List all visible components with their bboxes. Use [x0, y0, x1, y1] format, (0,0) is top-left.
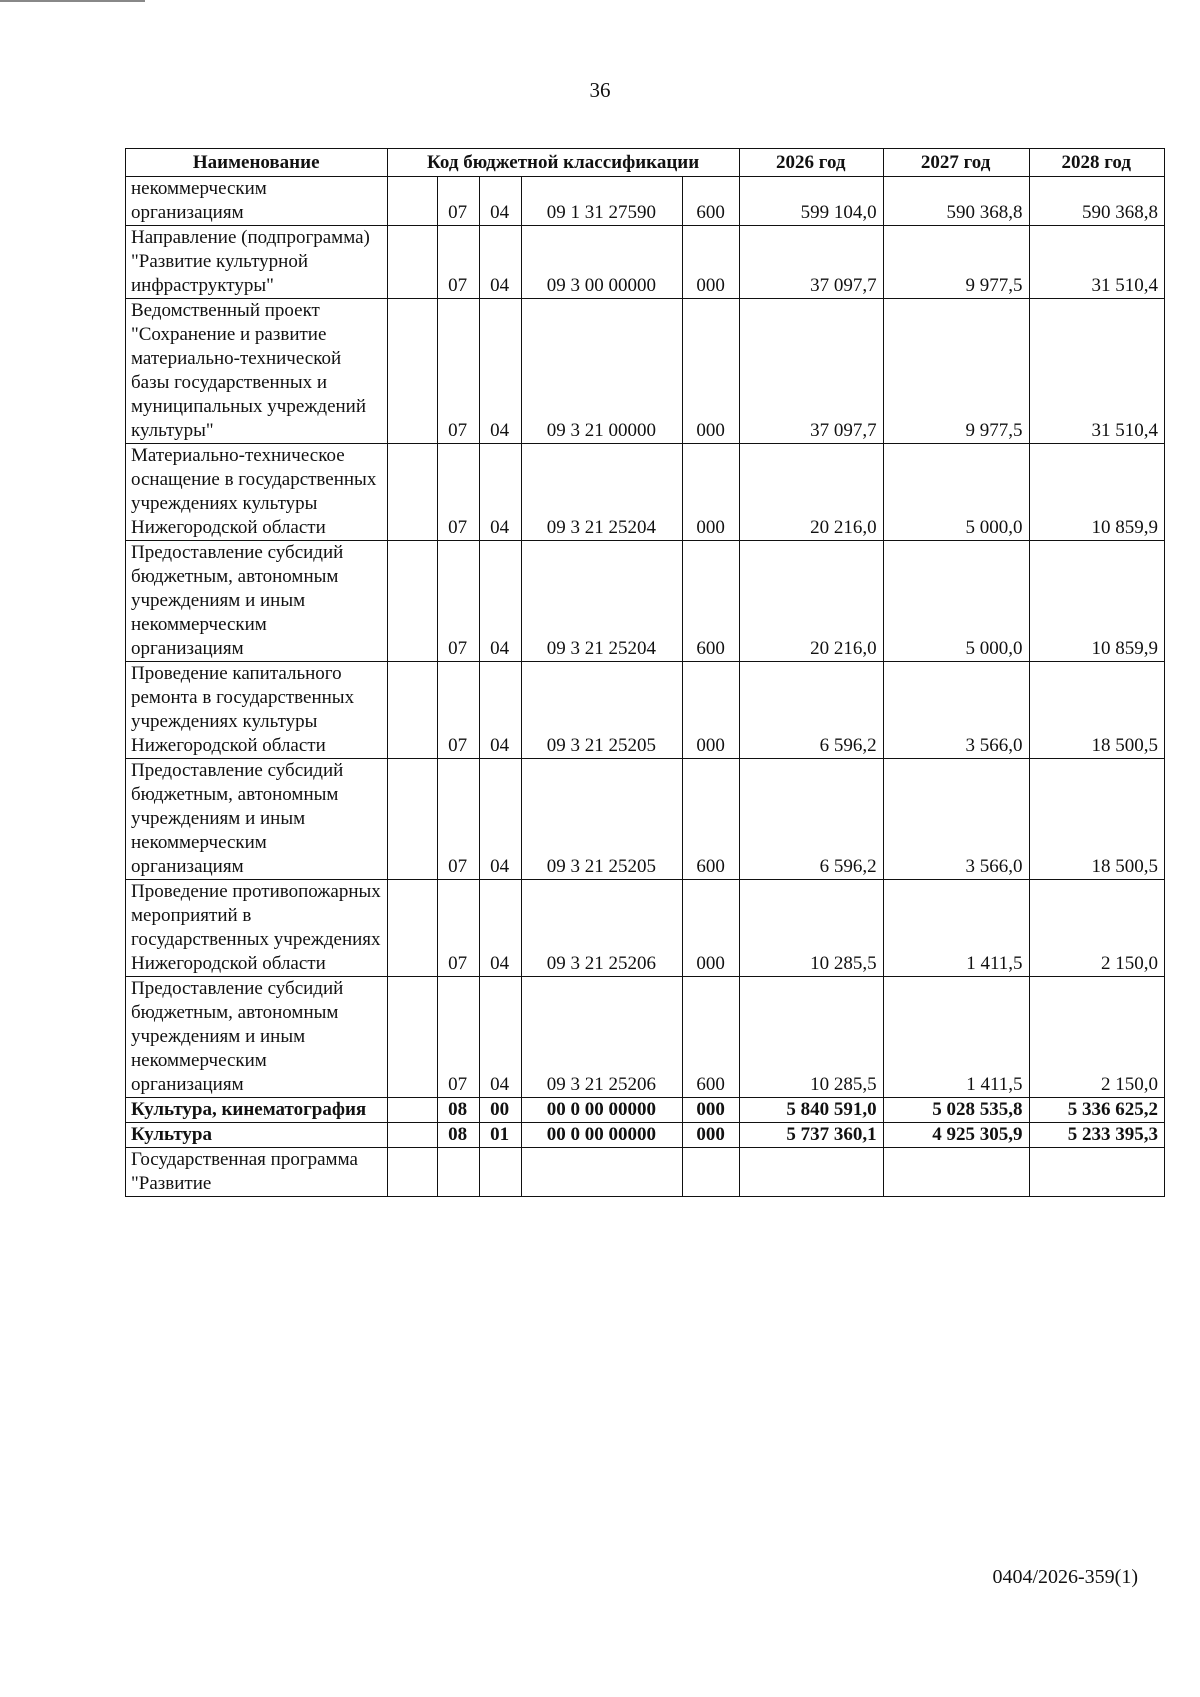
row-gr-cell — [388, 177, 437, 226]
table-row — [126, 177, 1165, 226]
row-2026-cell: 5 737 360,1 — [739, 1123, 883, 1148]
row-name-cell: Проведение противопожарных мероприятий в государственных учреждениях Нижегородской области — [126, 880, 388, 977]
row-subsection-cell: 04 — [479, 226, 521, 299]
scan-corner-line — [0, 0, 145, 2]
row-subsection-cell: 04 — [479, 662, 521, 759]
row-section-cell: 07 — [437, 541, 479, 662]
row-section-cell: 07 — [437, 880, 479, 977]
row-name-cell: Проведение капитального ремонта в государственных учреждениях культуры Нижегородской области — [126, 662, 388, 759]
row-subsection-cell: 00 — [479, 1098, 521, 1123]
row-2028-cell: 18 500,5 — [1029, 759, 1164, 880]
row-subsection-cell: 04 — [479, 177, 521, 226]
row-2028-cell: 31 510,4 — [1029, 226, 1164, 299]
row-gr-cell — [388, 1148, 437, 1197]
table-row — [126, 444, 1165, 541]
row-gr-cell — [388, 759, 437, 880]
row-target-article-cell: 09 3 21 25205 — [521, 662, 683, 759]
row-subsection-cell: 04 — [479, 541, 521, 662]
row-name-cell: Государственная программа "Развитие — [126, 1148, 388, 1197]
row-section-cell: 07 — [437, 759, 479, 880]
table-header-row — [126, 149, 1165, 177]
table-row — [126, 759, 1165, 880]
row-subsection-cell — [479, 1148, 521, 1197]
row-target-article-cell: 09 3 21 25204 — [521, 444, 683, 541]
row-target-article-cell: 09 3 21 25204 — [521, 541, 683, 662]
table-row — [126, 880, 1165, 977]
row-expense-type-cell: 000 — [683, 444, 740, 541]
row-2026-cell: 599 104,0 — [739, 177, 883, 226]
row-expense-type-cell: 600 — [683, 177, 740, 226]
row-2027-cell: 5 000,0 — [883, 444, 1029, 541]
row-subsection-cell: 04 — [479, 299, 521, 444]
row-2028-cell: 590 368,8 — [1029, 177, 1164, 226]
row-gr-cell — [388, 541, 437, 662]
row-2028-cell: 5 336 625,2 — [1029, 1098, 1164, 1123]
table-row — [126, 226, 1165, 299]
row-expense-type-cell: 000 — [683, 1098, 740, 1123]
row-name-cell: Культура — [126, 1123, 388, 1148]
row-section-cell: 07 — [437, 977, 479, 1098]
row-2027-cell: 9 977,5 — [883, 226, 1029, 299]
row-2026-cell: 10 285,5 — [739, 977, 883, 1098]
row-2027-cell: 5 000,0 — [883, 541, 1029, 662]
row-expense-type-cell: 000 — [683, 1123, 740, 1148]
row-2026-cell: 10 285,5 — [739, 880, 883, 977]
table-row — [126, 977, 1165, 1098]
row-subsection-cell: 04 — [479, 759, 521, 880]
row-name-cell: Предоставление субсидий бюджетным, автономным учреждениям и иным некоммерческим организациям — [126, 541, 388, 662]
header-name: Наименование — [126, 149, 388, 177]
row-2027-cell: 9 977,5 — [883, 299, 1029, 444]
document-code: 0404/2026-359(1) — [992, 1566, 1138, 1588]
row-expense-type-cell — [683, 1148, 740, 1197]
row-gr-cell — [388, 977, 437, 1098]
header-code: Код бюджетной классификации — [388, 149, 740, 177]
row-gr-cell — [388, 662, 437, 759]
header-2027: 2027 год — [883, 149, 1029, 177]
row-section-cell: 07 — [437, 444, 479, 541]
row-name-cell: Культура, кинематография — [126, 1098, 388, 1123]
table-row — [126, 1098, 1165, 1123]
row-name-cell: Ведомственный проект "Сохранение и развитие материально-технической базы государственных и муниципальных учреждений культуры" — [126, 299, 388, 444]
row-2026-cell: 37 097,7 — [739, 226, 883, 299]
row-target-article-cell: 09 3 21 25206 — [521, 977, 683, 1098]
row-2027-cell: 1 411,5 — [883, 977, 1029, 1098]
row-name-cell: Предоставление субсидий бюджетным, автономным учреждениям и иным некоммерческим организациям — [126, 977, 388, 1098]
row-subsection-cell: 01 — [479, 1123, 521, 1148]
row-section-cell: 07 — [437, 177, 479, 226]
row-target-article-cell: 09 1 31 27590 — [521, 177, 683, 226]
row-target-article-cell — [521, 1148, 683, 1197]
row-target-article-cell: 09 3 00 00000 — [521, 226, 683, 299]
row-2026-cell: 6 596,2 — [739, 662, 883, 759]
row-2028-cell: 10 859,9 — [1029, 541, 1164, 662]
row-2027-cell: 590 368,8 — [883, 177, 1029, 226]
row-2028-cell: 10 859,9 — [1029, 444, 1164, 541]
row-target-article-cell: 09 3 21 25205 — [521, 759, 683, 880]
row-section-cell: 08 — [437, 1098, 479, 1123]
row-2028-cell: 5 233 395,3 — [1029, 1123, 1164, 1148]
table-row — [126, 541, 1165, 662]
budget-table — [125, 148, 1165, 1197]
row-2027-cell: 3 566,0 — [883, 662, 1029, 759]
header-2026: 2026 год — [739, 149, 883, 177]
table-row — [126, 299, 1165, 444]
row-2027-cell: 5 028 535,8 — [883, 1098, 1029, 1123]
table-row — [126, 1148, 1165, 1197]
row-target-article-cell: 00 0 00 00000 — [521, 1123, 683, 1148]
row-2028-cell: 31 510,4 — [1029, 299, 1164, 444]
row-name-cell: Материально-техническое оснащение в государственных учреждениях культуры Нижегородской области — [126, 444, 388, 541]
row-section-cell: 07 — [437, 662, 479, 759]
row-2028-cell: 2 150,0 — [1029, 880, 1164, 977]
row-target-article-cell: 09 3 21 25206 — [521, 880, 683, 977]
table-row — [126, 662, 1165, 759]
row-expense-type-cell: 000 — [683, 299, 740, 444]
row-2027-cell: 3 566,0 — [883, 759, 1029, 880]
row-name-cell: Направление (подпрограмма) "Развитие культурной инфраструктуры" — [126, 226, 388, 299]
row-name-cell: Предоставление субсидий бюджетным, автономным учреждениям и иным некоммерческим организациям — [126, 759, 388, 880]
row-2028-cell — [1029, 1148, 1164, 1197]
page-number: 36 — [589, 78, 611, 102]
row-gr-cell — [388, 226, 437, 299]
row-expense-type-cell: 000 — [683, 226, 740, 299]
header-2028: 2028 год — [1029, 149, 1164, 177]
row-expense-type-cell: 600 — [683, 977, 740, 1098]
row-subsection-cell: 04 — [479, 444, 521, 541]
row-2026-cell: 20 216,0 — [739, 444, 883, 541]
row-2028-cell: 18 500,5 — [1029, 662, 1164, 759]
row-expense-type-cell: 600 — [683, 541, 740, 662]
row-2027-cell — [883, 1148, 1029, 1197]
row-target-article-cell: 00 0 00 00000 — [521, 1098, 683, 1123]
row-target-article-cell: 09 3 21 00000 — [521, 299, 683, 444]
row-section-cell — [437, 1148, 479, 1197]
row-section-cell: 07 — [437, 226, 479, 299]
table-row — [126, 1123, 1165, 1148]
row-2028-cell: 2 150,0 — [1029, 977, 1164, 1098]
row-2027-cell: 4 925 305,9 — [883, 1123, 1029, 1148]
row-2027-cell: 1 411,5 — [883, 880, 1029, 977]
row-2026-cell: 6 596,2 — [739, 759, 883, 880]
row-subsection-cell: 04 — [479, 977, 521, 1098]
row-gr-cell — [388, 299, 437, 444]
row-expense-type-cell: 000 — [683, 880, 740, 977]
row-2026-cell: 37 097,7 — [739, 299, 883, 444]
row-section-cell: 08 — [437, 1123, 479, 1148]
row-gr-cell — [388, 880, 437, 977]
row-gr-cell — [388, 444, 437, 541]
row-name-cell: некоммерческим организациям — [126, 177, 388, 226]
row-2026-cell: 5 840 591,0 — [739, 1098, 883, 1123]
row-expense-type-cell: 000 — [683, 662, 740, 759]
row-2026-cell: 20 216,0 — [739, 541, 883, 662]
row-subsection-cell: 04 — [479, 880, 521, 977]
row-expense-type-cell: 600 — [683, 759, 740, 880]
row-section-cell: 07 — [437, 299, 479, 444]
row-gr-cell — [388, 1123, 437, 1148]
row-gr-cell — [388, 1098, 437, 1123]
row-2026-cell — [739, 1148, 883, 1197]
